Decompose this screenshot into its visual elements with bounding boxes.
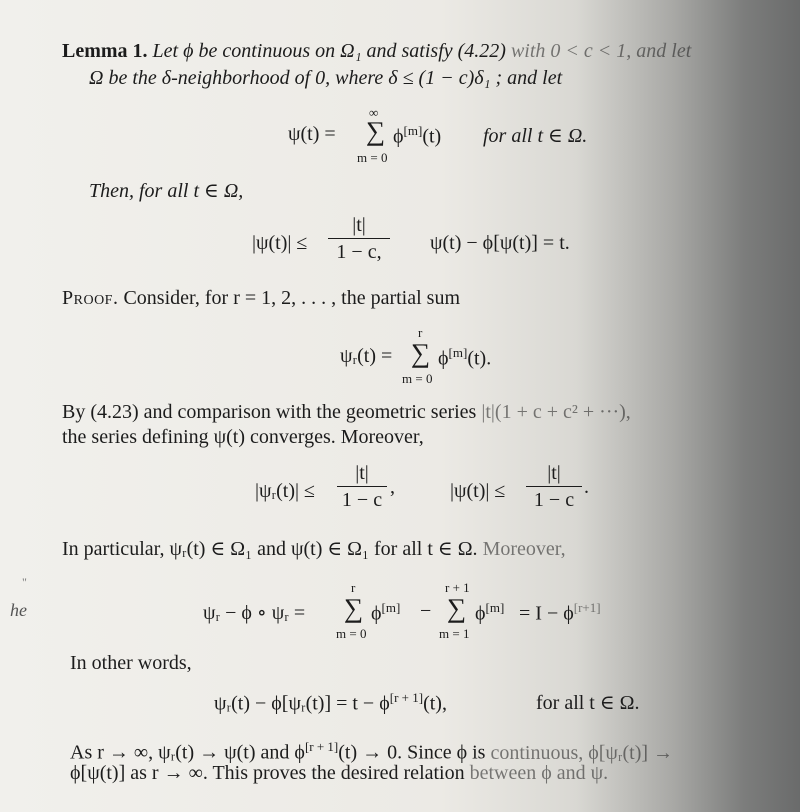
eq3-term: ϕ[m](t). bbox=[438, 345, 492, 370]
eq4-numerator-2: |t| bbox=[526, 462, 582, 487]
eq4-fraction-1 bbox=[337, 462, 387, 512]
para3-line bbox=[62, 538, 566, 560]
proof-label: Proof. bbox=[62, 287, 119, 309]
eq2-denominator: 1 − c, bbox=[336, 241, 382, 263]
lemma-text-1: Let ϕ be continuous on Ω₁ and satisfy (4.22) bbox=[152, 40, 506, 62]
eq4-comma: , bbox=[390, 476, 395, 498]
eq2-numerator: |t| bbox=[328, 214, 390, 239]
last-text-2: ϕ[ψ(t)] as r → ∞. This proves the desired relation bbox=[70, 762, 465, 784]
eq4-denominator-1: 1 − c bbox=[341, 489, 383, 511]
eq5-upper-limit-2: r + 1 bbox=[445, 580, 470, 595]
eq4-numerator-1: |t| bbox=[337, 462, 387, 487]
eq1-lhs: ψ(t) = bbox=[288, 123, 336, 145]
margin-tick: " bbox=[22, 575, 27, 589]
eq4-denominator-2: 1 − c bbox=[533, 489, 575, 511]
eq2-lhs: |ψ(t)| ≤ bbox=[252, 232, 308, 254]
para3-text-faded: Moreover, bbox=[482, 538, 566, 560]
eq5-sum-sign-1: ∑ bbox=[344, 593, 364, 623]
eq5-lhs: ψᵣ − ϕ ∘ ψᵣ = bbox=[203, 602, 306, 624]
eq4-lhs-1: |ψᵣ(t)| ≤ bbox=[255, 480, 315, 502]
eq1-condition: for all t ∈ Ω. bbox=[483, 125, 588, 147]
eq5-sum-sign-2: ∑ bbox=[447, 593, 467, 623]
para2-line-1 bbox=[62, 401, 631, 423]
last-line-1 bbox=[70, 736, 673, 764]
eq3-sum-sign: ∑ bbox=[411, 338, 431, 368]
eq2-rhs: ψ(t) − ϕ[ψ(t)] = t. bbox=[430, 232, 570, 254]
eq5-term-1: ϕ[m] bbox=[371, 600, 401, 625]
other-words-line: In other words, bbox=[70, 652, 192, 674]
last-text-2-faded: between ϕ and ψ. bbox=[469, 762, 609, 784]
eq5-lower-limit-1: m = 0 bbox=[336, 626, 367, 641]
eq3-lhs: ψᵣ(t) = bbox=[340, 345, 393, 367]
lemma-text-1-faded: with 0 < c < 1, and let bbox=[510, 40, 692, 62]
lemma-line-1 bbox=[62, 40, 691, 62]
last-text-1b: (t) → 0. Since ϕ is bbox=[338, 741, 486, 764]
eq6-main: ψᵣ(t) − ϕ[ψᵣ(t)] = t − ϕ[r + 1](t), bbox=[214, 690, 447, 715]
last-sup: [r + 1] bbox=[304, 739, 339, 754]
eq4-lhs-2: |ψ(t)| ≤ bbox=[450, 480, 506, 502]
last-line-2 bbox=[70, 762, 608, 784]
eq1-upper-limit: ∞ bbox=[369, 105, 379, 120]
eq5-upper-limit-1: r bbox=[351, 580, 356, 595]
eq6-condition: for all t ∈ Ω. bbox=[536, 692, 640, 714]
eq5-minus: − bbox=[420, 600, 432, 622]
para2-text-1-faded: |t|(1 + c + c² + ···), bbox=[481, 401, 631, 423]
eq3-lower-limit: m = 0 bbox=[402, 371, 433, 386]
proof-text: Consider, for r = 1, 2, . . . , the partial sum bbox=[123, 287, 461, 309]
para3-text: In particular, ψᵣ(t) ∈ Ω₁ and ψ(t) ∈ Ω₁ for all t ∈ Ω. bbox=[62, 538, 478, 560]
last-text-1-faded: continuous, ϕ[ψᵣ(t)] → bbox=[490, 741, 674, 764]
eq3-upper-limit: r bbox=[418, 325, 423, 340]
margin-handwriting: he bbox=[10, 600, 27, 620]
proof-line bbox=[62, 287, 460, 309]
para2-text-1: By (4.23) and comparison with the geometric series bbox=[62, 401, 477, 423]
eq1-sum-sign: ∑ bbox=[366, 116, 386, 146]
eq2-fraction bbox=[328, 214, 390, 264]
last-text-1: As r → ∞, ψᵣ(t) → ψ(t) and ϕ bbox=[70, 741, 305, 764]
eq5-lower-limit-2: m = 1 bbox=[439, 626, 470, 641]
lemma-heading: Lemma 1. bbox=[62, 40, 148, 62]
eq1-lower-limit: m = 0 bbox=[357, 150, 388, 165]
eq1-term: ϕ[m](t) bbox=[393, 123, 442, 148]
eq5-term-2: ϕ[m] bbox=[475, 600, 505, 625]
eq5-rhs: = I − ϕ[r+1] bbox=[519, 600, 601, 625]
lemma-line-2: Ω be the δ-neighborhood of 0, where δ ≤ (1 − c)δ₁ ; and let bbox=[89, 67, 563, 89]
then-line: Then, for all t ∈ Ω, bbox=[89, 180, 244, 202]
eq4-fraction-2 bbox=[526, 462, 582, 512]
eq4-period: . bbox=[584, 476, 589, 498]
para2-line-2: the series defining ψ(t) converges. Moreover, bbox=[62, 426, 424, 448]
